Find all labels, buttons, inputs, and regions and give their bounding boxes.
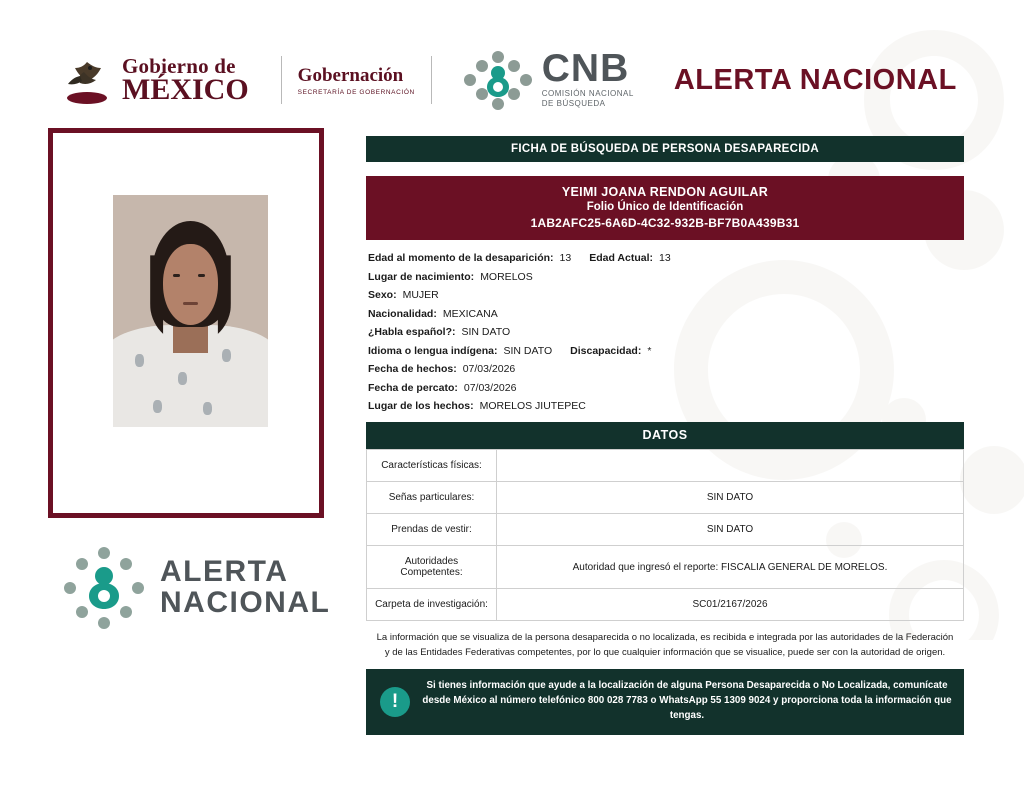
datos-header: DATOS xyxy=(366,422,964,449)
field-row xyxy=(368,382,964,394)
field-row xyxy=(368,252,964,264)
field-label: Sexo: xyxy=(368,289,397,301)
datos-table xyxy=(366,449,964,621)
cnb-emblem-icon xyxy=(462,49,534,111)
alerta-logo-line2: NACIONAL xyxy=(160,586,331,619)
header-divider-1 xyxy=(281,56,282,104)
table-cell-value xyxy=(497,450,964,482)
field-value: 13 xyxy=(559,252,572,264)
alerta-nacional-emblem-icon xyxy=(62,546,146,630)
field-row xyxy=(368,308,964,320)
field-value: MORELOS xyxy=(480,270,533,283)
table-cell-value: SIN DATO xyxy=(497,514,964,546)
gobernacion-wordmark xyxy=(298,65,415,96)
cnb-subtitle-line2: DE BÚSQUEDA xyxy=(541,98,606,108)
table-cell-value: SIN DATO xyxy=(497,482,964,514)
field-label: Lugar de nacimiento: xyxy=(368,270,475,283)
table-row xyxy=(367,546,964,589)
table-cell-key: Autoridades Competentes: xyxy=(367,546,497,589)
folio-label: Folio Único de Identificación xyxy=(586,201,744,213)
gobernacion-subtitle: SECRETARÍA DE GOBERNACIÓN xyxy=(297,88,415,96)
gobierno-wordmark xyxy=(122,53,265,106)
alerta-logo-line1: ALERTA xyxy=(160,555,289,589)
field-label: ¿Habla español?: xyxy=(368,326,456,338)
contact-text: Si tienes información que ayude a la localización de alguna Persona Desaparecida o No Localizada, comunícate desde México al número telefónico 800 028 7783 o WhatsApp 55 1309 9024 y proporciona toda la información que tengas. xyxy=(422,680,952,721)
header-divider-2 xyxy=(431,56,432,104)
field-value: 07/03/2026 xyxy=(463,381,517,394)
field-label: Idioma o lengua indígena: xyxy=(368,344,498,357)
missing-person-photo xyxy=(113,195,268,427)
field-label: Fecha de percato: xyxy=(368,381,458,394)
field-value: MEXICANA xyxy=(442,307,498,320)
field-row xyxy=(368,345,964,357)
table-cell-key: Señas particulares: xyxy=(367,482,497,514)
table-cell-key: Carpeta de investigación: xyxy=(367,589,497,621)
field-row xyxy=(368,400,964,412)
field-row xyxy=(368,363,964,375)
table-row xyxy=(367,450,964,482)
ficha-banner: FICHA DE BÚSQUEDA DE PERSONA DESAPARECIDA xyxy=(366,136,964,162)
cnb-subtitle-line1: COMISIÓN NACIONAL xyxy=(541,88,634,98)
field-label: Nacionalidad: xyxy=(368,307,437,320)
person-identity-banner xyxy=(366,176,964,240)
gobernacion-title: Gobernación xyxy=(297,64,404,86)
gobierno-line2: MÉXICO xyxy=(122,72,249,106)
table-cell-key: Prendas de vestir: xyxy=(367,514,497,546)
photo-frame xyxy=(48,128,324,518)
table-cell-key: Características físicas: xyxy=(367,450,497,482)
field-value: SIN DATO xyxy=(503,344,553,357)
record-panel xyxy=(366,136,964,735)
field-value: 07/03/2026 xyxy=(462,363,516,375)
field-value: MUJER xyxy=(402,289,439,301)
table-row xyxy=(367,482,964,514)
field-value-2: 13 xyxy=(659,252,671,264)
field-label-2: Edad Actual: xyxy=(589,252,654,264)
page-header xyxy=(60,46,970,114)
field-label: Lugar de los hechos: xyxy=(368,400,474,412)
cnb-logo-block xyxy=(462,49,634,111)
alert-title: ALERTA NACIONAL xyxy=(673,63,957,96)
contact-banner xyxy=(366,669,964,734)
field-value: MORELOS JIUTEPEC xyxy=(479,400,586,412)
cnb-acronym: CNB xyxy=(541,47,630,91)
table-cell-value: Autoridad que ingresó el reporte: FISCALIA GENERAL DE MORELOS. xyxy=(497,546,964,589)
exclamation-icon: ! xyxy=(380,687,410,717)
person-name: YEIMI JOANA RENDON AGUILAR xyxy=(561,185,769,199)
gobierno-line1: Gobierno de xyxy=(122,53,236,78)
field-label-2: Discapacidad: xyxy=(570,344,642,357)
field-row xyxy=(368,326,964,338)
alerta-nacional-logo xyxy=(62,546,330,630)
field-row xyxy=(368,271,964,283)
table-cell-value: SC01/2167/2026 xyxy=(497,589,964,621)
field-label: Fecha de hechos: xyxy=(368,363,457,375)
table-row xyxy=(367,514,964,546)
person-fields xyxy=(366,252,964,412)
field-label: Edad al momento de la desaparición: xyxy=(368,252,554,264)
field-value: SIN DATO xyxy=(461,326,511,338)
disclaimer-text: La información que se visualiza de la persona desaparecida o no localizada, es recibida e integrada por las autoridades de la Federación y de las Entidades Federativas competentes, por lo que cualquier información que se visualice, puede ser con la autoridad de origen. xyxy=(376,632,954,658)
field-value-2: * xyxy=(647,344,652,357)
folio-value: 1AB2AFC25-6A6D-4C32-932B-BF7B0A439B31 xyxy=(530,216,800,230)
mexico-coat-of-arms-icon xyxy=(60,54,114,106)
field-row xyxy=(368,289,964,301)
table-row xyxy=(367,589,964,621)
